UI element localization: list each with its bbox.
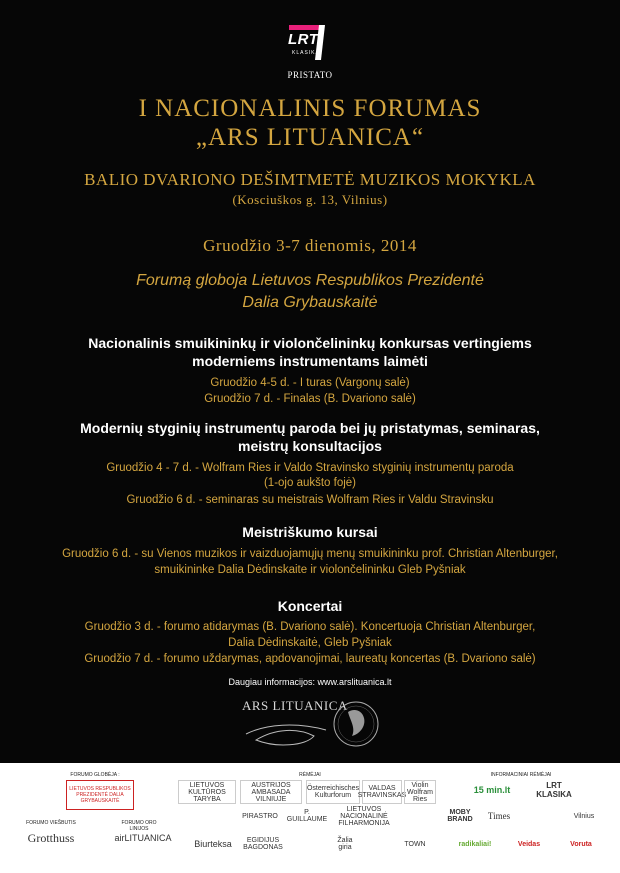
supporter-logo-7: P. GUILLAUME (286, 809, 328, 823)
patron-line2: Dalia Grybauskaitė (242, 294, 378, 311)
supporter-logo-12: TOWN (404, 840, 426, 848)
section2-line3: Gruodžio 6 d. - seminaras su meistrais Wolfram Ries ir Valdu Stravinsku (126, 494, 494, 506)
hotel-logo: Grotthuss (27, 830, 75, 845)
section1-line1: Gruodžio 4-5 d. - I turas (Vargonų salė) (210, 377, 410, 389)
title-line1: I NACIONALINIS FORUMAS (138, 95, 482, 122)
president-logo-text: LIETUVOS RESPUBLIKOS PREZIDENTĖ DALIA GRYBAUSKAITĖ (69, 786, 131, 804)
venue-address: (Kosciuškos g. 13, Vilnius) (232, 192, 388, 207)
supporter-logo-4: VALDAS STRAVINSKAS (362, 780, 402, 804)
patron-label: FORUMO GLOBĖJA : (70, 772, 120, 778)
section1-heading-line1: Nacionalinis smuikininkų ir violončelininkų konkursas vertingiems (88, 335, 532, 351)
supporter-logo-10: EGIDIJUS BAGDONAS (243, 837, 283, 851)
supporter-logo-2: AUSTRIJOS AMBASADA VILNIUJE (240, 780, 302, 804)
lrt-logo-letters: LRT (288, 31, 319, 48)
supporter-logo-6: PIRASTRO (242, 812, 278, 820)
section4-line2: Dalia Dėdinskaitė, Gleb Pyšniak (228, 637, 392, 649)
supporter-logo-8: LIETUVOS NACIONALINĖ FILHARMONIJA (338, 805, 390, 827)
airline-logo: airLITUANICA (114, 833, 172, 843)
title-line2: „ARS LITUANICA“ (195, 124, 425, 151)
section2-line1: Gruodžio 4 - 7 d. - Wolfram Ries ir Valdo Stravinsko styginių instrumentų paroda (106, 462, 514, 474)
section2-heading-line2: meistrų konsultacijos (238, 438, 382, 454)
supporters-label: RĖMĖJAI (299, 772, 321, 778)
info-logo-7: Veidas (517, 840, 541, 848)
president-logo (66, 780, 134, 810)
supporter-logo-1: LIETUVOS KULTŪROS TARYBA (178, 780, 236, 804)
supporter-logo-5: Violin Wolfram Ries (404, 780, 436, 804)
section1-heading-line2: moderniems instrumentams laimėti (192, 353, 428, 369)
section3-heading: Meistriškumo kursai (242, 524, 378, 540)
lrt-logo-sub: KLASIKA (292, 50, 320, 56)
info-logo-8: Voruta (570, 840, 592, 848)
section1-line2: Gruodžio 7 d. - Finalas (B. Dvariono salė) (204, 393, 416, 405)
event-dates: Gruodžio 3-7 dienomis, 2014 (203, 236, 417, 255)
info-logo-4: Times (487, 811, 511, 821)
section4-line1: Gruodžio 3 d. - forumo atidarymas (B. Dvariono salė). Koncertuoja Christian Altenburger, (84, 621, 536, 633)
info-logo-2: LRT KLASIKA (536, 781, 572, 799)
section4-line3: Gruodžio 7 d. - forumo uždarymas, apdovanojimai, laureatų koncertas (B. Dvariono salė) (84, 653, 536, 665)
airline-label: FORUMO ORO LINIJOS (121, 820, 157, 832)
info-logo-1: 15 min.lt (473, 785, 511, 795)
section4-heading: Koncertai (277, 598, 343, 614)
patron-line1: Forumą globoja Lietuvos Respublikos Prezidentė (136, 272, 484, 289)
info-logo-5: Vilnius (573, 812, 595, 820)
section2-line2: (1-ojo aukšto fojė) (263, 477, 357, 489)
sponsors-strip (0, 763, 620, 873)
ars-lituanica-logo (236, 694, 386, 754)
hotel-label: FORUMO VIEŠBUTIS (26, 820, 76, 826)
info-label: INFORMACINIAI RĖMĖJAI (490, 772, 552, 778)
ars-logo-text: ARS LITUANICA (242, 698, 348, 713)
more-info-link[interactable]: Daugiau informacijos: www.arslituanica.lt (228, 677, 392, 687)
venue-school: BALIO DVARIONO DEŠIMTMETĖ MUZIKOS MOKYKLA (84, 170, 536, 189)
section3-line1: Gruodžio 6 d. - su Vienos muzikos ir vaizduojamųjų menų smuikininku prof. Christian Altenburger, (62, 548, 558, 560)
supporter-logo-11: Žalia giria (337, 837, 353, 851)
presents-label: PRISTATO (287, 70, 333, 80)
supporter-logo-3: Österreichisches Kulturforum (306, 780, 360, 804)
section2-heading-line1: Modernių styginių instrumentų paroda bei jų pristatymas, seminaras, (80, 420, 540, 436)
info-logo-3: MOBY BRAND (447, 809, 473, 823)
supporter-logo-9: Biurteksa (194, 839, 232, 849)
section3-line2: smuikininke Dalia Dėdinskaite ir violončelininku Gleb Pyšniak (154, 564, 466, 576)
info-logo-6: radikaliai! (458, 840, 492, 848)
lrt-klasika-logo (285, 22, 333, 66)
violin-emblem-icon (236, 694, 386, 754)
